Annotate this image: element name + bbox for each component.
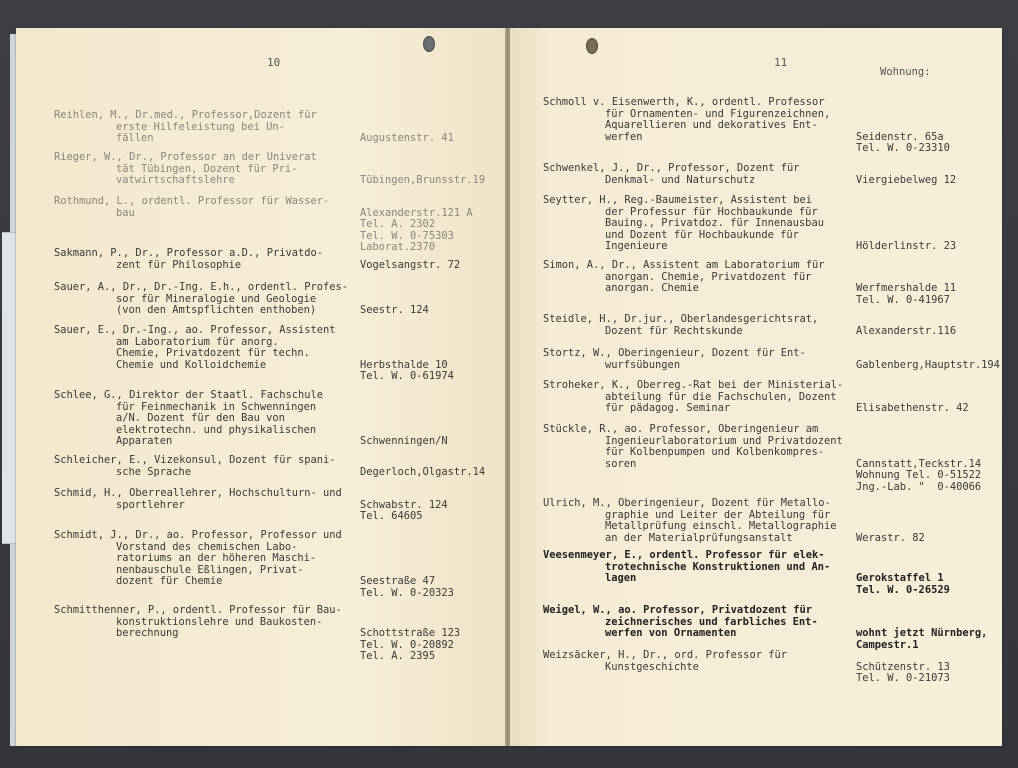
- entry-text-line: tät Tübingen, Dozent für Pri-: [116, 162, 298, 175]
- entry-text-line: anorgan. Chemie, Privatdozent für: [605, 270, 812, 283]
- entry-text-line: fällen: [116, 132, 154, 145]
- address-line: Seestr. 124: [360, 304, 429, 317]
- entry-text-line: zent für Philosophie: [116, 258, 242, 271]
- entry-text-line: der Professur für Hochbaukunde für: [605, 205, 818, 218]
- directory-entry: [543, 348, 806, 371]
- entry-address: [360, 436, 448, 448]
- page-number-right: 11: [774, 56, 788, 69]
- directory-entry: [543, 605, 818, 640]
- entry-text-line: a/N. Dozent für den Bau von: [116, 412, 285, 425]
- entry-text-line: Schmitthenner, P., ordentl. Professor für Bau-: [54, 604, 342, 616]
- entry-text-line: Dozent für Rechtskunde: [605, 324, 743, 337]
- entry-text-line: Schmid, H., Oberreallehrer, Hochschulturn- und: [54, 487, 342, 499]
- entry-text-line: Ingenieure: [605, 240, 668, 253]
- column-header-address: Wohnung:: [880, 66, 931, 78]
- entry-text-line: sor für Mineralogie und Geologie: [116, 292, 317, 305]
- directory-entry: [54, 110, 317, 145]
- address-line: Schwenningen/N: [360, 435, 448, 448]
- directory-entry: [543, 550, 830, 585]
- address-line: Schützenstr. 13: [856, 660, 950, 673]
- address-line: Gerokstaffel 1: [856, 572, 944, 585]
- entry-address: [360, 500, 448, 523]
- entry-text-line: Schleicher, E., Vizekonsul, Dozent für spani-: [54, 454, 336, 466]
- entry-text-line: Metallprüfung einschl. Metallographie: [605, 520, 837, 533]
- directory-entry: [543, 97, 830, 143]
- entry-text-line: am Laboratorium für anorg.: [116, 335, 279, 348]
- directory-entry: [54, 530, 342, 588]
- entry-text-line: Schlee, G., Direktor der Staatl. Fachschule: [54, 389, 323, 401]
- address-line: Tübingen,Brunsstr.19: [360, 174, 486, 187]
- directory-entry: [54, 152, 317, 187]
- directory-entry: [543, 498, 836, 544]
- entry-text-line: berechnung: [116, 627, 179, 640]
- entry-text-line: Rothmund, L., ordentl. Professor für Wasser-: [54, 195, 330, 207]
- entry-text-line: Schwenkel, J., Dr., Professor, Dozent für: [543, 162, 800, 174]
- entry-address: [856, 360, 1000, 372]
- address-line: Seidenstr. 65a: [856, 130, 944, 143]
- entry-address: [360, 260, 460, 272]
- entry-text-line: anorgan. Chemie: [605, 282, 699, 295]
- directory-entry: [54, 282, 348, 317]
- entry-address: [856, 175, 956, 187]
- entry-address: [360, 175, 485, 187]
- address-line: Cannstatt,Teckstr.14: [856, 457, 982, 470]
- entry-address: [360, 467, 485, 479]
- directory-entry: [54, 455, 336, 478]
- address-line: Degerloch,Olgastr.14: [360, 465, 486, 478]
- entry-text-line: Schmoll v. Eisenwerth, K., ordentl. Professor: [543, 96, 825, 108]
- address-line: Tel. W. 0-23310: [856, 142, 950, 155]
- entry-text-line: Chemie, Privatdozent für techn.: [116, 347, 310, 360]
- address-line: Alexanderstr.116: [856, 324, 957, 337]
- entry-address: [856, 533, 925, 545]
- entry-text-line: Aquarellieren und dekoratives Ent-: [605, 119, 818, 132]
- directory-entry: [543, 650, 787, 673]
- address-line: Tel. W. 0-20323: [360, 586, 454, 599]
- entry-address: [360, 360, 454, 383]
- entry-text-line: graphie und Leiter der Abteilung für: [605, 508, 831, 521]
- directory-entry: [543, 163, 799, 186]
- address-line: Viergiebelweg 12: [856, 173, 957, 186]
- entry-address: [360, 208, 473, 254]
- entry-text-line: Sauer, A., Dr., Dr.-Ing. E.h., ordentl. Profes-: [54, 281, 349, 293]
- entry-text-line: Sauer, E., Dr.-Ing., ao. Professor, Assistent: [54, 324, 336, 336]
- entry-address: [856, 628, 987, 651]
- directory-entry: [543, 314, 818, 337]
- address-line: Werfmershalde 11: [856, 282, 957, 295]
- entry-address: [856, 662, 950, 685]
- directory-entry: [54, 605, 342, 640]
- page-number-left: 10: [267, 56, 281, 69]
- entry-text-line: bau: [116, 206, 135, 219]
- entry-text-line: Bauing., Privatdoz. für Innenausbau: [605, 217, 824, 230]
- address-line: Tel. W. 0-61974: [360, 370, 454, 383]
- entry-text-line: Veesenmeyer, E., ordentl. Professor für elek-: [543, 549, 825, 561]
- address-line: Tel. W. 0-41967: [856, 293, 950, 306]
- address-line: Vogelsangstr. 72: [360, 258, 461, 271]
- entry-address: [856, 573, 950, 596]
- entry-text-line: Rieger, W., Dr., Professor an der Univerat: [54, 151, 317, 163]
- address-line: Tel. A. 2302: [360, 218, 436, 231]
- address-line: Tel. 64605: [360, 510, 423, 523]
- entry-text-line: Kunstgeschichte: [605, 660, 699, 673]
- directory-entry: [543, 380, 843, 415]
- directory-entry: [54, 325, 336, 371]
- address-line: Augustenstr. 41: [360, 132, 454, 145]
- entry-text-line: (von den Amtspflichten enthoben): [116, 304, 317, 317]
- entry-text-line: Stortz, W., Oberingenieur, Dozent für Ent-: [543, 347, 806, 359]
- entry-text-line: Denkmal- und Naturschutz: [605, 173, 756, 186]
- entry-text-line: werfen: [605, 130, 643, 143]
- entry-text-line: abteilung für die Fachschulen, Dozent: [605, 390, 837, 403]
- entry-text-line: für Kolbenpumpen und Kolbenkompres-: [605, 446, 824, 459]
- entry-text-line: Ingenieurlaboratorium und Privatdozent: [605, 434, 843, 447]
- directory-entry: [54, 390, 323, 448]
- entry-address: [856, 403, 969, 415]
- address-line: Tel. W. 0-21073: [856, 672, 950, 685]
- entry-text-line: sche Sprache: [116, 465, 192, 478]
- entry-text-line: lagen: [605, 572, 637, 585]
- entry-text-line: Weizsäcker, H., Dr., ord. Professor für: [543, 649, 787, 661]
- punch-hole-right: [586, 38, 598, 54]
- address-line: Hölderlinstr. 23: [856, 240, 957, 253]
- address-line: Herbsthalde 10: [360, 358, 448, 371]
- entry-address: [856, 326, 956, 338]
- address-line: Laborat.2370: [360, 241, 436, 254]
- address-line: Tel. W. 0-20892: [360, 638, 454, 651]
- entry-text-line: nenbauschule Eßlingen, Privat-: [116, 563, 304, 576]
- entry-text-line: sportlehrer: [116, 498, 185, 511]
- directory-entry: [54, 196, 329, 219]
- entry-text-line: zeichnerisches und farbliches Ent-: [605, 615, 818, 628]
- entry-text-line: elektrotechn. und physikalischen: [116, 423, 317, 436]
- address-line: Tel. W. 0-75303: [360, 229, 454, 242]
- entry-text-line: wurfsübungen: [605, 358, 681, 371]
- address-line: Schottstraße 123: [360, 627, 461, 640]
- address-line: Tel. A. 2395: [360, 650, 436, 663]
- entry-text-line: werfen von Ornamenten: [605, 627, 737, 640]
- address-line: Elisabethenstr. 42: [856, 402, 969, 415]
- entry-text-line: Steidle, H., Dr.jur., Oberlandesgerichtsrat,: [543, 313, 819, 325]
- directory-entry: [54, 488, 342, 511]
- directory-entry: [54, 248, 323, 271]
- address-line: Seestraße 47: [360, 575, 436, 588]
- address-line: Schwabstr. 124: [360, 498, 448, 511]
- address-line: Werastr. 82: [856, 531, 925, 544]
- entry-address: [360, 305, 429, 317]
- entry-text-line: für Feinmechanik in Schwenningen: [116, 400, 317, 413]
- entry-text-line: Seytter, H., Reg.-Baumeister, Assistent bei: [543, 194, 812, 206]
- entry-text-line: an der Materialprüfungsanstalt: [605, 531, 793, 544]
- entry-text-line: dozent für Chemie: [116, 575, 223, 588]
- directory-entry: [543, 260, 825, 295]
- directory-entry: [543, 424, 843, 470]
- address-line: Campestr.1: [856, 638, 919, 651]
- entry-text-line: für pädagog. Seminar: [605, 402, 731, 415]
- address-line: Wohnung Tel. 0-51522: [856, 469, 982, 482]
- entry-text-line: Weigel, W., ao. Professor, Privatdozent für: [543, 604, 812, 616]
- entry-text-line: Sakmann, P., Dr., Professor a.D., Privatdo-: [54, 247, 323, 259]
- entry-text-line: Schmidt, J., Dr., ao. Professor, Professor und: [54, 529, 342, 541]
- entry-text-line: Stückle, R., ao. Professor, Oberingenieur am: [543, 423, 819, 435]
- entry-text-line: Vorstand des chemischen Labo-: [116, 540, 298, 553]
- address-line: Jng.-Lab. " 0-40066: [856, 480, 982, 493]
- entry-text-line: soren: [605, 457, 637, 470]
- entry-address: [360, 133, 454, 145]
- entry-text-line: vatwirtschaftslehre: [116, 174, 235, 187]
- entry-text-line: erste Hilfeleistung bei Un-: [116, 120, 285, 133]
- entry-text-line: Reihlen, M., Dr.med., Professor,Dozent für: [54, 109, 317, 121]
- entry-text-line: ratoriums an der höheren Maschi-: [116, 552, 317, 565]
- entry-text-line: Apparaten: [116, 435, 173, 448]
- entry-address: [360, 576, 454, 599]
- entry-address: [360, 628, 460, 663]
- entry-text-line: für Ornamenten- und Figurenzeichnen,: [605, 107, 831, 120]
- entry-text-line: Ulrich, M., Oberingenieur, Dozent für Metallo-: [543, 497, 831, 509]
- entry-address: [856, 283, 956, 306]
- entry-text-line: Simon, A., Dr., Assistent am Laboratorium für: [543, 259, 825, 271]
- entry-text-line: Stroheker, K., Oberreg.-Rat bei der Ministerial-: [543, 379, 844, 391]
- entry-text-line: konstruktionslehre und Baukosten-: [116, 615, 323, 628]
- address-line: Alexanderstr.121 A: [360, 206, 473, 219]
- entry-text-line: trotechnische Konstruktionen und An-: [605, 560, 831, 573]
- punch-hole-left: [423, 36, 435, 52]
- directory-entry: [543, 195, 824, 253]
- address-line: Gablenberg,Hauptstr.194: [856, 358, 1000, 371]
- entry-text-line: und Dozent für Hochbaukunde für: [605, 228, 799, 241]
- entry-text-line: Chemie und Kolloidchemie: [116, 358, 267, 371]
- address-line: wohnt jetzt Nürnberg,: [856, 627, 988, 640]
- entry-address: [856, 241, 956, 253]
- address-line: Tel. W. 0-26529: [856, 583, 950, 596]
- entry-address: [856, 459, 981, 494]
- entry-address: [856, 132, 950, 155]
